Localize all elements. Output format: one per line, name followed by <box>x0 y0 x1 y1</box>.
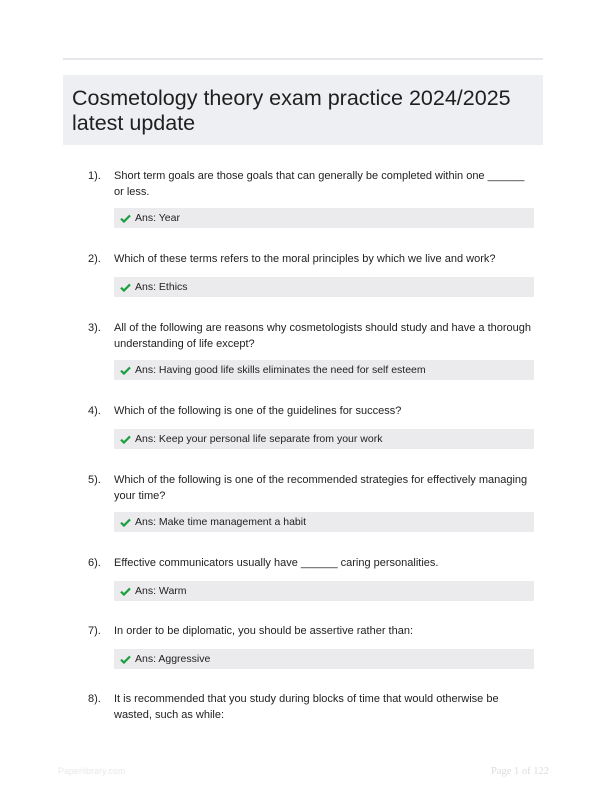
checkmark-icon <box>120 518 131 527</box>
answer-text: Ans: Make time management a habit <box>135 516 307 528</box>
footer-watermark: Paperlibrary.com <box>58 766 126 776</box>
checkmark-icon <box>120 214 131 223</box>
question-text: All of the following are reasons why cosmetologists should study and have a thorough understanding of life except? <box>114 322 532 350</box>
answer-box <box>114 512 534 532</box>
answer-text: Ans: Keep your personal life separate from your work <box>135 433 383 445</box>
question-text: Which of these terms refers to the moral principles by which we live and work? <box>114 253 496 265</box>
answer-text: Ans: Year <box>135 212 180 224</box>
answer-text: Ans: Having good life skills eliminates the need for self esteem <box>135 364 426 376</box>
checkmark-icon <box>120 283 131 292</box>
question-number: 4). <box>88 405 101 417</box>
answer-box <box>114 429 534 449</box>
question-text: Which of the following is one of the recommended strategies for effectively managing your time? <box>114 474 528 502</box>
question-text: In order to be diplomatic, you should be assertive rather than: <box>114 625 414 637</box>
page-indicator: Page 1 of 122 <box>490 766 549 777</box>
question-number: 8). <box>88 693 101 705</box>
question-number: 2). <box>88 253 101 265</box>
answer-box <box>114 277 534 297</box>
page-title: Cosmetology theory exam practice 2024/2025 latest update <box>72 86 511 135</box>
answer-text: Ans: Ethics <box>135 281 188 293</box>
answer-text: Ans: Aggressive <box>135 653 211 665</box>
answer-box <box>114 208 534 228</box>
checkmark-icon <box>120 655 131 664</box>
checkmark-icon <box>120 587 131 596</box>
checkmark-icon <box>120 366 131 375</box>
checkmark-icon <box>120 435 131 444</box>
answer-box <box>114 360 534 380</box>
question-number: 1). <box>88 170 101 182</box>
question-text: Which of the following is one of the guidelines for success? <box>114 405 402 417</box>
question-text: Effective communicators usually have ______ caring personalities. <box>114 557 439 569</box>
answer-box <box>114 581 534 601</box>
question-number: 5). <box>88 474 101 486</box>
question-number: 6). <box>88 557 101 569</box>
question-number: 7). <box>88 625 101 637</box>
answer-text: Ans: Warm <box>135 585 187 597</box>
question-number: 3). <box>88 322 101 334</box>
question-text: Short term goals are those goals that can generally be completed within one ______ or less. <box>114 170 525 198</box>
answer-box <box>114 649 534 669</box>
question-text: It is recommended that you study during blocks of time that would otherwise be wasted, such as while: <box>114 693 499 721</box>
